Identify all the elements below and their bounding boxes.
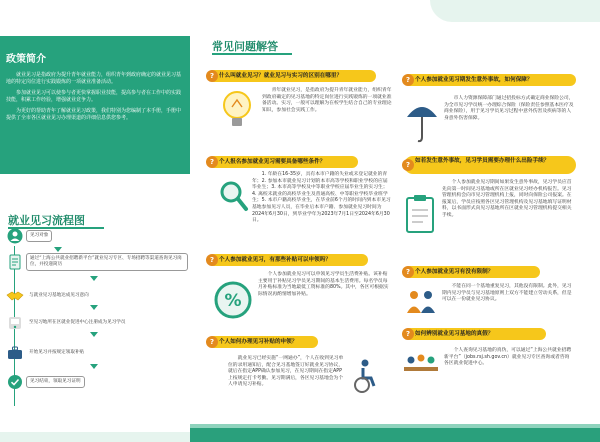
flow-step-label: 开始见习并按规定领取补贴 xyxy=(26,348,87,358)
answer-8 xyxy=(444,348,574,368)
question-text: 个人如何办理见习补贴的申领？ xyxy=(219,339,298,345)
answer-text: 不能在同一个基地重复见习，其他没有限制。此外，见习期内见习学员与见习基地原则上双方不能建立劳动关系，但是可以在一份就业见习协议。 xyxy=(442,284,572,303)
answer-text: 个人参加就业见习可以申领见习学员生活费补贴。该补贴主要用于补贴见习学员见习期间的基本生活费用。每名学员每月补贴标准为当地最低工资标准的80%。其中，各区可根据实际情况再酌情增加补贴。 xyxy=(258,272,389,297)
answer-2 xyxy=(252,172,392,225)
answer-text: 就业见习已经实施“一网通办”，个人在收到见习单位的录用通知后，配合见习基地签订好就业见习协议，就后在指定APP确认参加见习，在见习期间在指定APP上按规定打卡考勤。见习期满后，各区见习基地会为个人申请见习补贴。 xyxy=(228,356,344,388)
answer-6 xyxy=(442,180,574,220)
umbrella-illustration xyxy=(402,92,442,152)
question-icon: ? xyxy=(402,74,414,86)
policy-paragraph: 为更好的帮助青年了解就业见习政策，我们特别为您编制了本手册，手册中提供了全市各区就业见习办理渠道的详细信息供您参考。 xyxy=(6,107,182,122)
svg-text:%: % xyxy=(224,291,242,311)
question-text: 如若发生意外事故，见习学员需要办理什么出险手续？ xyxy=(415,158,550,164)
top-decoration xyxy=(430,0,600,22)
answer-1 xyxy=(262,88,394,114)
document-icon xyxy=(4,252,26,272)
answer-7 xyxy=(442,284,574,304)
flow-step-4 xyxy=(4,313,128,333)
meeting-illustration xyxy=(400,346,442,386)
question-2 xyxy=(208,156,358,168)
flow-step-5 xyxy=(4,343,87,363)
policy-title: 政策简介 xyxy=(6,54,46,65)
people-illustration xyxy=(402,284,440,318)
handshake-icon xyxy=(4,286,26,306)
question-7 xyxy=(404,266,540,278)
faq-underline xyxy=(212,53,292,55)
answer-text: 1. 年龄在16-35岁，具有本市户籍的失业或未登记就业的青年；2. 参加本市就业见习计划的本市高等学校和职业学校的应届毕业生；3. 本市高等学校及中等职业学校应届毕业生的实习生；4. 离校未就业的高校毕业生及普通高校、中等职业学校毕业班学生；5. 本市户籍高校毕业生，在毕业前6个月的时间内到本市见习基地参加见习人员，在毕业后本市户籍、参加就业见习时间为2024年6月30日，到毕业学年为2023年7月1日至2024年6月30日。 xyxy=(252,172,391,224)
answer-text: 市人力资源保障部门通过招投标方式确定商业保险公司，为全市见习学员统一办理综合保险（保险责任参照基本医疗及商业保险），用于见习学员见习过程中意外伤害及疾病等的人身意外伤害保障。 xyxy=(444,96,574,121)
question-text: 个人参加就业见习有没有限制？ xyxy=(415,269,494,275)
briefcase-icon xyxy=(4,343,26,363)
answer-text: 个人参加就业见习期间如果发生意外事故，见习学员应首先向第一时间见习基地或所在区就业见习经办机构报告。见习管理机构会向市见习管理机构上报，同时向保险公司报案。在报案后，学员应按照各区见习管理机构及见习基地填写证明材料，以书面形式向见习基地所在区就业见习管理机构提交相关手续。 xyxy=(442,180,572,218)
flow-step-label: 见习对象 xyxy=(26,230,52,242)
lightbulb-illustration xyxy=(212,86,262,134)
question-icon: ? xyxy=(402,266,414,278)
question-1 xyxy=(208,70,376,82)
bottom-band xyxy=(190,428,600,442)
flow-arrow-icon xyxy=(90,364,98,369)
question-icon: ? xyxy=(206,70,218,82)
question-4 xyxy=(208,336,318,348)
answer-5 xyxy=(444,96,574,122)
flow-step-1 xyxy=(4,226,52,246)
person-icon xyxy=(4,226,26,246)
answer-text: 青年就业见习，是指政府为提升青年就业能力，组织青年到政府确定的见习基地的特定岗位进行实践锻炼的一项就业准备活动。实习，一般可以理解为在校学生结合自己的专业理论知识，参加社会实践工作。 xyxy=(262,88,392,113)
question-text: 如何辨别就业见习基地的真假？ xyxy=(415,331,494,337)
flow-arrow-icon xyxy=(90,305,98,310)
question-5 xyxy=(404,74,576,86)
policy-paragraph: 就业见习是指政府为提升青年就业能力，组织青年到政府确定的就业见习基地的特定岗位进行实践锻炼的一项就业准备活动。 xyxy=(6,72,182,86)
question-text: 个人参加就业见习，有那些补贴可以申领吗？ xyxy=(219,257,331,263)
policy-text xyxy=(6,72,184,125)
flow-step-label: 至见习地所在区就业促进中心注册成为见习学员 xyxy=(26,318,128,328)
flow-step-3 xyxy=(4,286,92,306)
question-icon: ? xyxy=(402,328,414,340)
flow-step-label: 与就业见习基地达成见习意向 xyxy=(26,291,92,301)
flow-step-label: 通过“上海公共就业招聘新平台”就业见习专区、专场招聘等渠道查询见习岗位，并投递简历 xyxy=(26,253,188,271)
flow-step-2 xyxy=(4,252,188,272)
answer-3 xyxy=(258,272,392,298)
question-3 xyxy=(208,254,368,266)
left-column xyxy=(0,0,190,442)
flow-step-6 xyxy=(4,372,85,392)
check-circle-icon xyxy=(4,372,26,392)
question-text: 什么叫就业见习？就业见习与实习的区别在哪里？ xyxy=(219,73,343,79)
flow-arrow-icon xyxy=(90,276,98,281)
clipboard-illustration xyxy=(400,186,440,242)
flow-step-label: 见习结束，领取见习证明 xyxy=(26,376,85,388)
question-icon: ? xyxy=(206,156,218,168)
register-icon xyxy=(4,313,26,333)
flow-arrow-icon xyxy=(90,332,98,337)
answer-4 xyxy=(228,356,344,389)
question-text: 个人报名参加就业见习需要具备哪些条件？ xyxy=(219,159,326,165)
question-8 xyxy=(404,328,546,340)
question-icon: ? xyxy=(206,254,218,266)
flow-title: 就业见习流程图 xyxy=(8,214,85,227)
wheelchair-illustration xyxy=(348,354,382,398)
question-text: 个人参加就业见习期发生意外事故，如何保障？ xyxy=(415,77,533,83)
policy-paragraph: 参加就业见习可以使参与者更快掌握职业技能，提高参与者在工作中的实践技能，积累工作经验，增强就业竞争力。 xyxy=(6,89,182,104)
question-6 xyxy=(404,156,576,174)
percent-illustration xyxy=(210,278,256,322)
faq-title: 常见问题解答 xyxy=(212,40,278,53)
question-icon: ? xyxy=(402,159,414,171)
magnifier-illustration xyxy=(216,176,252,216)
answer-text: 个人查询见习基地的真伪，可以通过“上海公共就业招聘新平台”（jobs.rsj.sh.gov.cn）就业见习专区查询或者咨询各区就业促进中心。 xyxy=(444,348,572,367)
question-icon: ? xyxy=(206,336,218,348)
